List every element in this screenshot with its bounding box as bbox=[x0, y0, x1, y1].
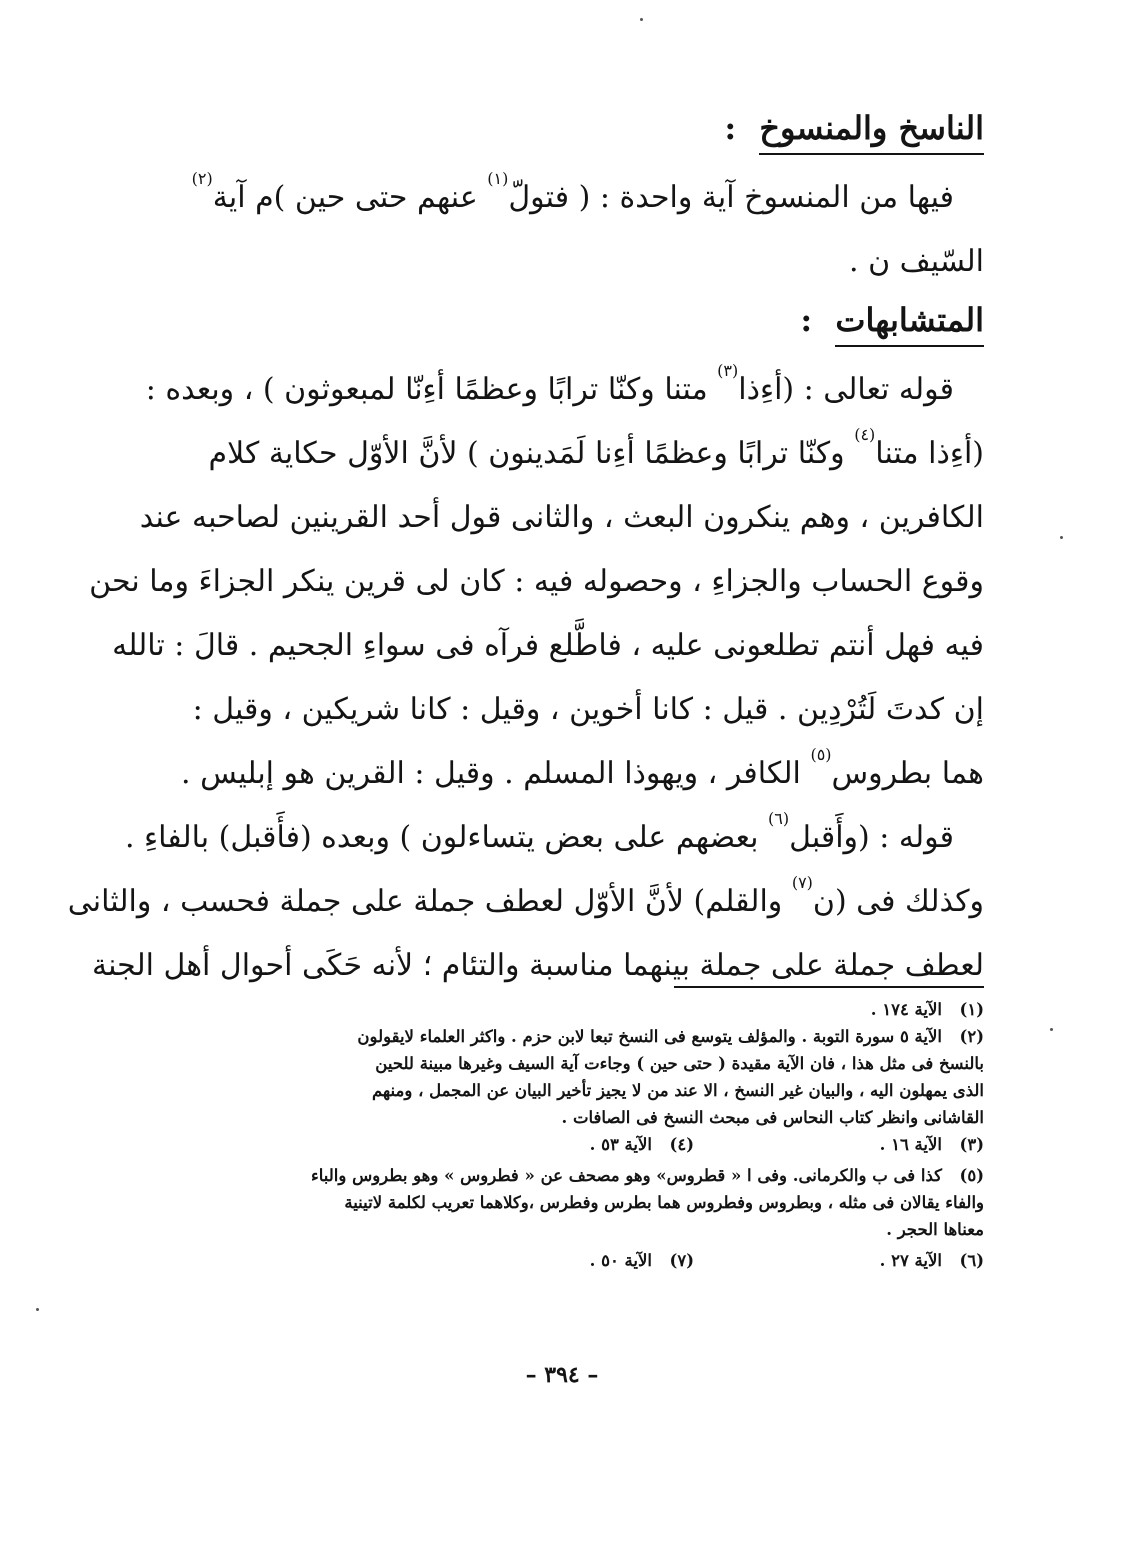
text-run: وكنّا ترابًا وعظمًا أءِنا لَمَدينون ) لأنَّ الأوّل حكاية كلام bbox=[208, 436, 855, 471]
footnote-ref-5: (٥) bbox=[810, 745, 832, 764]
similarities-paragraph-1 bbox=[89, 358, 984, 806]
text-run: قوله تعالى : (أءِذا bbox=[738, 372, 954, 407]
footnote-5-cont: والفاء يقالان فى مثله ، وبطروس وفطروس هما بطرس وفطرس ،وكلاهما تعريب لكلمة لاتينية bbox=[344, 1193, 984, 1212]
footnote-number: (٤) bbox=[669, 1135, 694, 1154]
text-line bbox=[67, 870, 984, 934]
footnote-number: (١) bbox=[959, 1000, 984, 1019]
text-run: الكافر ، ويهوذا المسلم . وقيل : القرين هو إبليس . bbox=[181, 756, 811, 791]
heading-similarities bbox=[134, 300, 984, 358]
footnote-1 bbox=[124, 996, 984, 1023]
footnote-4 bbox=[590, 1131, 694, 1158]
heading-abrogation-colon: : bbox=[724, 109, 737, 147]
text-line: فيه فهل أنتم تطلعونى عليه ، فاطَّلع فرآه فى سواءِ الجحيم . قالَ : تالله bbox=[112, 628, 984, 663]
footnote-ref-4: (٤) bbox=[854, 425, 876, 444]
text-run: متنا وكنّا ترابًا وعظمًا أءِنّا لمبعوثون ) ، وبعده : bbox=[145, 372, 718, 407]
page-number: – ٣٩٤ – bbox=[525, 1362, 599, 1388]
footnote-number: (٥) bbox=[959, 1166, 984, 1185]
heading-similarities-title: المتشابهات bbox=[835, 301, 984, 347]
footnotes-6-7 bbox=[124, 1247, 984, 1274]
text-line bbox=[134, 742, 984, 806]
text-run: وكذلك فى (ن bbox=[812, 884, 984, 919]
text-line bbox=[134, 358, 984, 422]
text-run: قوله : (وأَقبل bbox=[789, 820, 954, 855]
text-run: عنهم حتى حين )م آية bbox=[212, 180, 488, 215]
text-run: هما بطروس bbox=[831, 756, 984, 791]
footnote-ref-1: (١) bbox=[487, 169, 509, 188]
text-line: إن كدتَ لَتُرْدِين . قيل : كانا أخوين ، وقيل : كانا شريكين ، وقيل : bbox=[192, 692, 984, 727]
abrogation-paragraph bbox=[134, 166, 984, 294]
footnote-2-cont: بالنسخ فى مثل هذا ، فان الآية مقيدة ( حتى حين ) وجاءت آية السيف وغيرها مبينة للحين bbox=[375, 1054, 984, 1073]
text-line bbox=[134, 422, 984, 486]
footnote-ref-2: (٢) bbox=[191, 169, 213, 188]
footnote-text: الآية ٥٠ . bbox=[589, 1251, 652, 1270]
text-run: والقلم) لأنَّ الأوّل لعطف جملة على جملة فحسب ، والثانى bbox=[67, 884, 792, 919]
scan-speck bbox=[36, 1308, 39, 1311]
footnote-text: الآية ١٧٤ . bbox=[870, 1000, 942, 1019]
similarities-paragraph-2 bbox=[67, 806, 984, 998]
footnote-2-cont: الذى يمهلون اليه ، والبيان غير النسخ ، الا عند من لا يجيز تأخير البيان عن المجمل ، ومنهم bbox=[371, 1081, 984, 1100]
heading-abrogation bbox=[134, 108, 984, 166]
scan-speck bbox=[640, 18, 643, 21]
footnotes bbox=[124, 996, 984, 1274]
footnote-ref-6: (٦) bbox=[768, 809, 790, 828]
footnote-7 bbox=[590, 1247, 694, 1274]
footnote-text: كذا فى ب والكرمانى. وفى ا « قطروس» وهو مصحف عن « فطروس » وهو بطروس والباء bbox=[310, 1166, 942, 1185]
footnote-text: الآية ١٦ . bbox=[879, 1135, 942, 1154]
text-line bbox=[124, 806, 984, 870]
footnote-2-cont: القاشانى وانظر كتاب النحاس فى مبحث النسخ فى الصافات . bbox=[561, 1108, 984, 1127]
footnote-ref-3: (٣) bbox=[717, 361, 739, 380]
footnote-text: الآية ٢٧ . bbox=[879, 1251, 942, 1270]
text-line: الكافرين ، وهم ينكرون البعث ، والثانى قول أحد القرينين لصاحبه عند bbox=[139, 500, 984, 535]
text-line bbox=[134, 166, 984, 230]
footnote-5-cont: معناها الحجر . bbox=[886, 1220, 984, 1239]
scan-speck bbox=[1050, 1028, 1053, 1031]
footnote-number: (٧) bbox=[669, 1251, 694, 1270]
text-line: لعطف جملة على جملة بينهما مناسبة والتئام ؛ لأنه حَكَى أحوال أهل الجنة bbox=[91, 948, 984, 983]
footnote-number: (٢) bbox=[959, 1027, 984, 1046]
footnote-6 bbox=[694, 1247, 984, 1274]
heading-similarities-colon: : bbox=[800, 301, 813, 339]
footnote-text: الآية ٥٣ . bbox=[589, 1135, 652, 1154]
text-run: فيها من المنسوخ آية واحدة : ( فتولّ bbox=[508, 180, 954, 215]
footnote-number: (٣) bbox=[959, 1135, 984, 1154]
scan-speck bbox=[1060, 536, 1063, 539]
heading-abrogation-title: الناسخ والمنسوخ bbox=[759, 109, 984, 155]
footnote-ref-7: (٧) bbox=[791, 873, 813, 892]
footnote-5 bbox=[124, 1162, 984, 1189]
main-text bbox=[67, 108, 984, 998]
text-line: وقوع الحساب والجزاءِ ، وحصوله فيه : كان لى قرين ينكر الجزاءَ وما نحن bbox=[89, 564, 984, 599]
footnote-2 bbox=[124, 1023, 984, 1050]
text-line: السّيف ن . bbox=[849, 244, 984, 279]
text-run: بعضهم على بعض يتساءلون ) وبعده (فأَقبل) بالفاءِ . bbox=[124, 820, 769, 855]
footnote-3 bbox=[694, 1131, 984, 1158]
footnote-text: الآية ٥ سورة التوبة . والمؤلف يتوسع فى النسخ تبعا لابن حزم . واكثر العلماء لايقولون bbox=[357, 1027, 942, 1046]
footnote-number: (٦) bbox=[959, 1251, 984, 1270]
text-run: (أءِذا متنا bbox=[875, 436, 984, 471]
footnotes-3-4 bbox=[124, 1131, 984, 1158]
footnote-separator bbox=[674, 986, 984, 988]
